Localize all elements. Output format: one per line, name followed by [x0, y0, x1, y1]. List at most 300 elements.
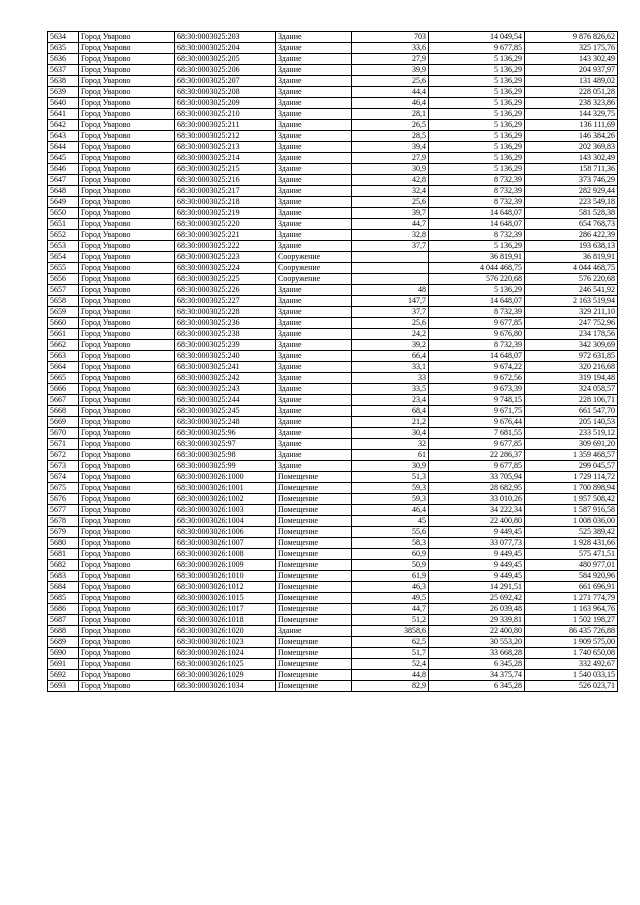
table-row [48, 450, 618, 461]
table-row [48, 637, 618, 648]
settlement-name-cell: Город Уварово [79, 670, 175, 681]
table-row [48, 87, 618, 98]
table-row [48, 593, 618, 604]
area-cell: 45 [352, 516, 429, 527]
table-row [48, 252, 618, 263]
row-number-cell: 5645 [48, 153, 79, 164]
specific-value-cell: 8 732,39 [429, 186, 525, 197]
cadastral-value-cell: 1 540 033,15 [525, 670, 618, 681]
settlement-name-cell: Город Уварово [79, 615, 175, 626]
table-row [48, 494, 618, 505]
table-row [48, 461, 618, 472]
settlement-name-cell: Город Уварово [79, 428, 175, 439]
row-number-cell: 5639 [48, 87, 79, 98]
area-cell: 59,3 [352, 483, 429, 494]
object-type-cell: Помещение [276, 505, 352, 516]
area-cell: 28,5 [352, 131, 429, 142]
row-number-cell: 5663 [48, 351, 79, 362]
cadastral-value-cell: 1 700 898,94 [525, 483, 618, 494]
settlement-name-cell: Город Уварово [79, 197, 175, 208]
row-number-cell: 5683 [48, 571, 79, 582]
cadastral-value-cell: 342 309,69 [525, 340, 618, 351]
table-row [48, 54, 618, 65]
cadastral-number-cell: 68:30:0003025:223 [175, 252, 276, 263]
table-row [48, 505, 618, 516]
cadastral-value-cell: 661 547,70 [525, 406, 618, 417]
settlement-name-cell: Город Уварово [79, 142, 175, 153]
cadastral-value-cell: 2 163 519,94 [525, 296, 618, 307]
object-type-cell: Здание [276, 329, 352, 340]
settlement-name-cell: Город Уварово [79, 274, 175, 285]
cadastral-number-cell: 68:30:0003025:203 [175, 32, 276, 43]
row-number-cell: 5676 [48, 494, 79, 505]
object-type-cell: Здание [276, 32, 352, 43]
specific-value-cell: 22 400,80 [429, 516, 525, 527]
row-number-cell: 5688 [48, 626, 79, 637]
object-type-cell: Здание [276, 318, 352, 329]
row-number-cell: 5637 [48, 65, 79, 76]
settlement-name-cell: Город Уварово [79, 582, 175, 593]
table-row [48, 197, 618, 208]
table-row [48, 406, 618, 417]
row-number-cell: 5692 [48, 670, 79, 681]
cadastral-number-cell: 68:30:0003025:245 [175, 406, 276, 417]
settlement-name-cell: Город Уварово [79, 516, 175, 527]
settlement-name-cell: Город Уварово [79, 208, 175, 219]
object-type-cell: Здание [276, 186, 352, 197]
table-row [48, 76, 618, 87]
table-row [48, 329, 618, 340]
specific-value-cell: 9 677,85 [429, 439, 525, 450]
cadastral-value-cell: 1 957 508,42 [525, 494, 618, 505]
cadastral-number-cell: 68:30:0003025:209 [175, 98, 276, 109]
row-number-cell: 5643 [48, 131, 79, 142]
object-type-cell: Здание [276, 296, 352, 307]
specific-value-cell: 34 222,34 [429, 505, 525, 516]
row-number-cell: 5671 [48, 439, 79, 450]
table-row [48, 109, 618, 120]
cadastral-value-cell: 204 937,97 [525, 65, 618, 76]
area-cell: 33,6 [352, 43, 429, 54]
cadastral-value-cell: 575 471,51 [525, 549, 618, 560]
object-type-cell: Здание [276, 219, 352, 230]
specific-value-cell: 9 674,22 [429, 362, 525, 373]
row-number-cell: 5680 [48, 538, 79, 549]
specific-value-cell: 7 681,55 [429, 428, 525, 439]
object-type-cell: Здание [276, 197, 352, 208]
row-number-cell: 5660 [48, 318, 79, 329]
row-number-cell: 5689 [48, 637, 79, 648]
specific-value-cell: 5 136,29 [429, 153, 525, 164]
cadastral-value-cell: 332 492,67 [525, 659, 618, 670]
cadastral-number-cell: 68:30:0003025:228 [175, 307, 276, 318]
row-number-cell: 5674 [48, 472, 79, 483]
cadastral-value-cell: 1 502 198,27 [525, 615, 618, 626]
table-row [48, 549, 618, 560]
cadastral-number-cell: 68:30:0003026:1029 [175, 670, 276, 681]
table-row [48, 582, 618, 593]
cadastral-value-table [47, 31, 618, 692]
table-row [48, 373, 618, 384]
cadastral-number-cell: 68:30:0003025:240 [175, 351, 276, 362]
object-type-cell: Здание [276, 164, 352, 175]
row-number-cell: 5655 [48, 263, 79, 274]
settlement-name-cell: Город Уварово [79, 362, 175, 373]
settlement-name-cell: Город Уварово [79, 329, 175, 340]
table-row [48, 219, 618, 230]
row-number-cell: 5666 [48, 384, 79, 395]
object-type-cell: Здание [276, 120, 352, 131]
cadastral-value-cell: 661 696,91 [525, 582, 618, 593]
cadastral-value-cell: 319 194,48 [525, 373, 618, 384]
area-cell: 27,9 [352, 54, 429, 65]
cadastral-number-cell: 68:30:0003025:212 [175, 131, 276, 142]
object-type-cell: Помещение [276, 648, 352, 659]
specific-value-cell: 14 648,07 [429, 351, 525, 362]
area-cell: 32,8 [352, 230, 429, 241]
specific-value-cell: 28 682,95 [429, 483, 525, 494]
cadastral-value-cell: 325 175,76 [525, 43, 618, 54]
object-type-cell: Сооружение [276, 263, 352, 274]
settlement-name-cell: Город Уварово [79, 186, 175, 197]
area-cell: 68,4 [352, 406, 429, 417]
row-number-cell: 5679 [48, 527, 79, 538]
cadastral-number-cell: 68:30:0003025:225 [175, 274, 276, 285]
specific-value-cell: 5 136,29 [429, 142, 525, 153]
row-number-cell: 5672 [48, 450, 79, 461]
row-number-cell: 5647 [48, 175, 79, 186]
settlement-name-cell: Город Уварово [79, 340, 175, 351]
settlement-name-cell: Город Уварово [79, 626, 175, 637]
row-number-cell: 5656 [48, 274, 79, 285]
area-cell: 44,7 [352, 604, 429, 615]
cadastral-number-cell: 68:30:0003025:216 [175, 175, 276, 186]
row-number-cell: 5650 [48, 208, 79, 219]
cadastral-number-cell: 68:30:0003025:239 [175, 340, 276, 351]
specific-value-cell: 14 648,07 [429, 219, 525, 230]
specific-value-cell: 9 449,45 [429, 560, 525, 571]
row-number-cell: 5638 [48, 76, 79, 87]
cadastral-number-cell: 68:30:0003026:1020 [175, 626, 276, 637]
area-cell: 39,9 [352, 65, 429, 76]
object-type-cell: Здание [276, 153, 352, 164]
table-row [48, 263, 618, 274]
cadastral-value-cell: 972 631,85 [525, 351, 618, 362]
specific-value-cell: 25 692,42 [429, 593, 525, 604]
specific-value-cell: 29 339,81 [429, 615, 525, 626]
area-cell: 46,4 [352, 505, 429, 516]
area-cell: 82,9 [352, 681, 429, 692]
settlement-name-cell: Город Уварово [79, 406, 175, 417]
table-row [48, 208, 618, 219]
specific-value-cell: 8 732,39 [429, 307, 525, 318]
row-number-cell: 5652 [48, 230, 79, 241]
cadastral-value-cell: 131 489,02 [525, 76, 618, 87]
settlement-name-cell: Город Уварово [79, 648, 175, 659]
settlement-name-cell: Город Уварово [79, 296, 175, 307]
table-row [48, 32, 618, 43]
table-row [48, 538, 618, 549]
object-type-cell: Помещение [276, 637, 352, 648]
table-row [48, 384, 618, 395]
cadastral-number-cell: 68:30:0003026:1008 [175, 549, 276, 560]
settlement-name-cell: Город Уварово [79, 505, 175, 516]
table-body [48, 32, 618, 692]
area-cell [352, 274, 429, 285]
row-number-cell: 5690 [48, 648, 79, 659]
specific-value-cell: 14 291,51 [429, 582, 525, 593]
settlement-name-cell: Город Уварово [79, 175, 175, 186]
object-type-cell: Здание [276, 351, 352, 362]
cadastral-value-cell: 584 920,96 [525, 571, 618, 582]
cadastral-value-cell: 1 359 468,57 [525, 450, 618, 461]
settlement-name-cell: Город Уварово [79, 285, 175, 296]
table-row [48, 428, 618, 439]
settlement-name-cell: Город Уварово [79, 120, 175, 131]
area-cell: 50,9 [352, 560, 429, 571]
row-number-cell: 5644 [48, 142, 79, 153]
settlement-name-cell: Город Уварово [79, 483, 175, 494]
row-number-cell: 5646 [48, 164, 79, 175]
table-row [48, 362, 618, 373]
object-type-cell: Здание [276, 461, 352, 472]
row-number-cell: 5687 [48, 615, 79, 626]
settlement-name-cell: Город Уварово [79, 109, 175, 120]
table-row [48, 670, 618, 681]
cadastral-value-cell: 143 302,49 [525, 153, 618, 164]
cadastral-value-cell: 1 928 431,66 [525, 538, 618, 549]
specific-value-cell: 36 819,91 [429, 252, 525, 263]
object-type-cell: Здание [276, 285, 352, 296]
settlement-name-cell: Город Уварово [79, 450, 175, 461]
settlement-name-cell: Город Уварово [79, 252, 175, 263]
cadastral-number-cell: 68:30:0003026:1010 [175, 571, 276, 582]
specific-value-cell: 33 705,94 [429, 472, 525, 483]
settlement-name-cell: Город Уварово [79, 527, 175, 538]
cadastral-value-cell: 144 329,75 [525, 109, 618, 120]
cadastral-value-cell: 238 323,86 [525, 98, 618, 109]
row-number-cell: 5668 [48, 406, 79, 417]
specific-value-cell: 14 648,07 [429, 296, 525, 307]
object-type-cell: Помещение [276, 560, 352, 571]
settlement-name-cell: Город Уварово [79, 131, 175, 142]
cadastral-number-cell: 68:30:0003026:1002 [175, 494, 276, 505]
area-cell: 26,5 [352, 120, 429, 131]
specific-value-cell: 9 676,80 [429, 329, 525, 340]
cadastral-number-cell: 68:30:0003025:244 [175, 395, 276, 406]
settlement-name-cell: Город Уварово [79, 65, 175, 76]
specific-value-cell: 5 136,29 [429, 98, 525, 109]
area-cell: 61,9 [352, 571, 429, 582]
cadastral-value-cell: 373 746,29 [525, 175, 618, 186]
table-row [48, 230, 618, 241]
row-number-cell: 5657 [48, 285, 79, 296]
cadastral-number-cell: 68:30:0003025:98 [175, 450, 276, 461]
table-row [48, 417, 618, 428]
table-row [48, 340, 618, 351]
cadastral-number-cell: 68:30:0003025:226 [175, 285, 276, 296]
settlement-name-cell: Город Уварово [79, 472, 175, 483]
object-type-cell: Здание [276, 54, 352, 65]
object-type-cell: Здание [276, 362, 352, 373]
area-cell: 39,4 [352, 142, 429, 153]
cadastral-number-cell: 68:30:0003026:1034 [175, 681, 276, 692]
specific-value-cell: 6 345,28 [429, 681, 525, 692]
table-row [48, 175, 618, 186]
area-cell: 44,8 [352, 670, 429, 681]
cadastral-value-cell: 143 302,49 [525, 54, 618, 65]
cadastral-value-cell: 1 008 036,00 [525, 516, 618, 527]
specific-value-cell: 9 449,45 [429, 527, 525, 538]
specific-value-cell: 14 049,54 [429, 32, 525, 43]
specific-value-cell: 5 136,29 [429, 87, 525, 98]
object-type-cell: Здание [276, 76, 352, 87]
settlement-name-cell: Город Уварово [79, 98, 175, 109]
cadastral-value-cell: 282 929,44 [525, 186, 618, 197]
specific-value-cell: 9 449,45 [429, 549, 525, 560]
specific-value-cell: 5 136,29 [429, 109, 525, 120]
area-cell: 49,5 [352, 593, 429, 604]
cadastral-value-cell: 1 740 650,08 [525, 648, 618, 659]
table-row [48, 318, 618, 329]
cadastral-number-cell: 68:30:0003025:213 [175, 142, 276, 153]
settlement-name-cell: Город Уварово [79, 230, 175, 241]
cadastral-value-cell: 526 023,71 [525, 681, 618, 692]
area-cell: 21,2 [352, 417, 429, 428]
specific-value-cell: 9 677,85 [429, 43, 525, 54]
object-type-cell: Здание [276, 208, 352, 219]
specific-value-cell: 33 668,28 [429, 648, 525, 659]
row-number-cell: 5654 [48, 252, 79, 263]
settlement-name-cell: Город Уварово [79, 54, 175, 65]
row-number-cell: 5686 [48, 604, 79, 615]
area-cell: 30,9 [352, 164, 429, 175]
cadastral-value-cell: 1 729 114,72 [525, 472, 618, 483]
specific-value-cell: 9 676,44 [429, 417, 525, 428]
cadastral-value-cell: 223 549,18 [525, 197, 618, 208]
row-number-cell: 5685 [48, 593, 79, 604]
settlement-name-cell: Город Уварово [79, 318, 175, 329]
settlement-name-cell: Город Уварово [79, 32, 175, 43]
table-row [48, 626, 618, 637]
settlement-name-cell: Город Уварово [79, 87, 175, 98]
settlement-name-cell: Город Уварово [79, 549, 175, 560]
cadastral-number-cell: 68:30:0003026:1007 [175, 538, 276, 549]
row-number-cell: 5642 [48, 120, 79, 131]
cadastral-number-cell: 68:30:0003025:215 [175, 164, 276, 175]
row-number-cell: 5651 [48, 219, 79, 230]
cadastral-value-cell: 480 977,01 [525, 560, 618, 571]
cadastral-number-cell: 68:30:0003026:1018 [175, 615, 276, 626]
settlement-name-cell: Город Уварово [79, 153, 175, 164]
table-row [48, 274, 618, 285]
cadastral-number-cell: 68:30:0003025:242 [175, 373, 276, 384]
row-number-cell: 5693 [48, 681, 79, 692]
specific-value-cell: 9 673,39 [429, 384, 525, 395]
table-row [48, 516, 618, 527]
area-cell: 61 [352, 450, 429, 461]
object-type-cell: Здание [276, 417, 352, 428]
settlement-name-cell: Город Уварово [79, 241, 175, 252]
area-cell: 62,5 [352, 637, 429, 648]
table-row [48, 296, 618, 307]
cadastral-value-cell: 36 819,91 [525, 252, 618, 263]
cadastral-value-cell: 299 045,57 [525, 461, 618, 472]
area-cell: 33,5 [352, 384, 429, 395]
specific-value-cell: 5 136,29 [429, 285, 525, 296]
cadastral-value-cell: 246 541,92 [525, 285, 618, 296]
object-type-cell: Здание [276, 131, 352, 142]
cadastral-number-cell: 68:30:0003026:1000 [175, 472, 276, 483]
cadastral-number-cell: 68:30:0003026:1024 [175, 648, 276, 659]
cadastral-number-cell: 68:30:0003025:204 [175, 43, 276, 54]
cadastral-number-cell: 68:30:0003026:1001 [175, 483, 276, 494]
object-type-cell: Здание [276, 406, 352, 417]
object-type-cell: Здание [276, 109, 352, 120]
cadastral-number-cell: 68:30:0003025:211 [175, 120, 276, 131]
row-number-cell: 5649 [48, 197, 79, 208]
cadastral-number-cell: 68:30:0003025:219 [175, 208, 276, 219]
row-number-cell: 5653 [48, 241, 79, 252]
cadastral-value-cell: 228 106,71 [525, 395, 618, 406]
settlement-name-cell: Город Уварово [79, 395, 175, 406]
table-row [48, 307, 618, 318]
cadastral-value-cell: 202 369,83 [525, 142, 618, 153]
settlement-name-cell: Город Уварово [79, 351, 175, 362]
cadastral-value-cell: 136 111,69 [525, 120, 618, 131]
row-number-cell: 5634 [48, 32, 79, 43]
area-cell: 147,7 [352, 296, 429, 307]
table-row [48, 43, 618, 54]
object-type-cell: Здание [276, 230, 352, 241]
cadastral-value-cell: 525 389,42 [525, 527, 618, 538]
object-type-cell: Помещение [276, 527, 352, 538]
object-type-cell: Помещение [276, 593, 352, 604]
cadastral-value-cell: 324 058,57 [525, 384, 618, 395]
row-number-cell: 5691 [48, 659, 79, 670]
area-cell: 24,2 [352, 329, 429, 340]
cadastral-number-cell: 68:30:0003025:208 [175, 87, 276, 98]
cadastral-number-cell: 68:30:0003026:1004 [175, 516, 276, 527]
specific-value-cell: 9 672,56 [429, 373, 525, 384]
cadastral-number-cell: 68:30:0003025:222 [175, 241, 276, 252]
cadastral-number-cell: 68:30:0003025:238 [175, 329, 276, 340]
object-type-cell: Помещение [276, 549, 352, 560]
object-type-cell: Здание [276, 373, 352, 384]
cadastral-number-cell: 68:30:0003026:1003 [175, 505, 276, 516]
area-cell: 25,6 [352, 318, 429, 329]
settlement-name-cell: Город Уварово [79, 593, 175, 604]
area-cell: 39,2 [352, 340, 429, 351]
settlement-name-cell: Город Уварово [79, 76, 175, 87]
row-number-cell: 5664 [48, 362, 79, 373]
settlement-name-cell: Город Уварово [79, 659, 175, 670]
settlement-name-cell: Город Уварово [79, 461, 175, 472]
area-cell: 44,4 [352, 87, 429, 98]
area-cell: 33 [352, 373, 429, 384]
object-type-cell: Помещение [276, 472, 352, 483]
area-cell: 30,4 [352, 428, 429, 439]
row-number-cell: 5667 [48, 395, 79, 406]
row-number-cell: 5669 [48, 417, 79, 428]
row-number-cell: 5678 [48, 516, 79, 527]
object-type-cell: Помещение [276, 615, 352, 626]
cadastral-number-cell: 68:30:0003025:97 [175, 439, 276, 450]
area-cell: 28,1 [352, 109, 429, 120]
area-cell: 46,3 [352, 582, 429, 593]
area-cell: 32,4 [352, 186, 429, 197]
table-row [48, 241, 618, 252]
